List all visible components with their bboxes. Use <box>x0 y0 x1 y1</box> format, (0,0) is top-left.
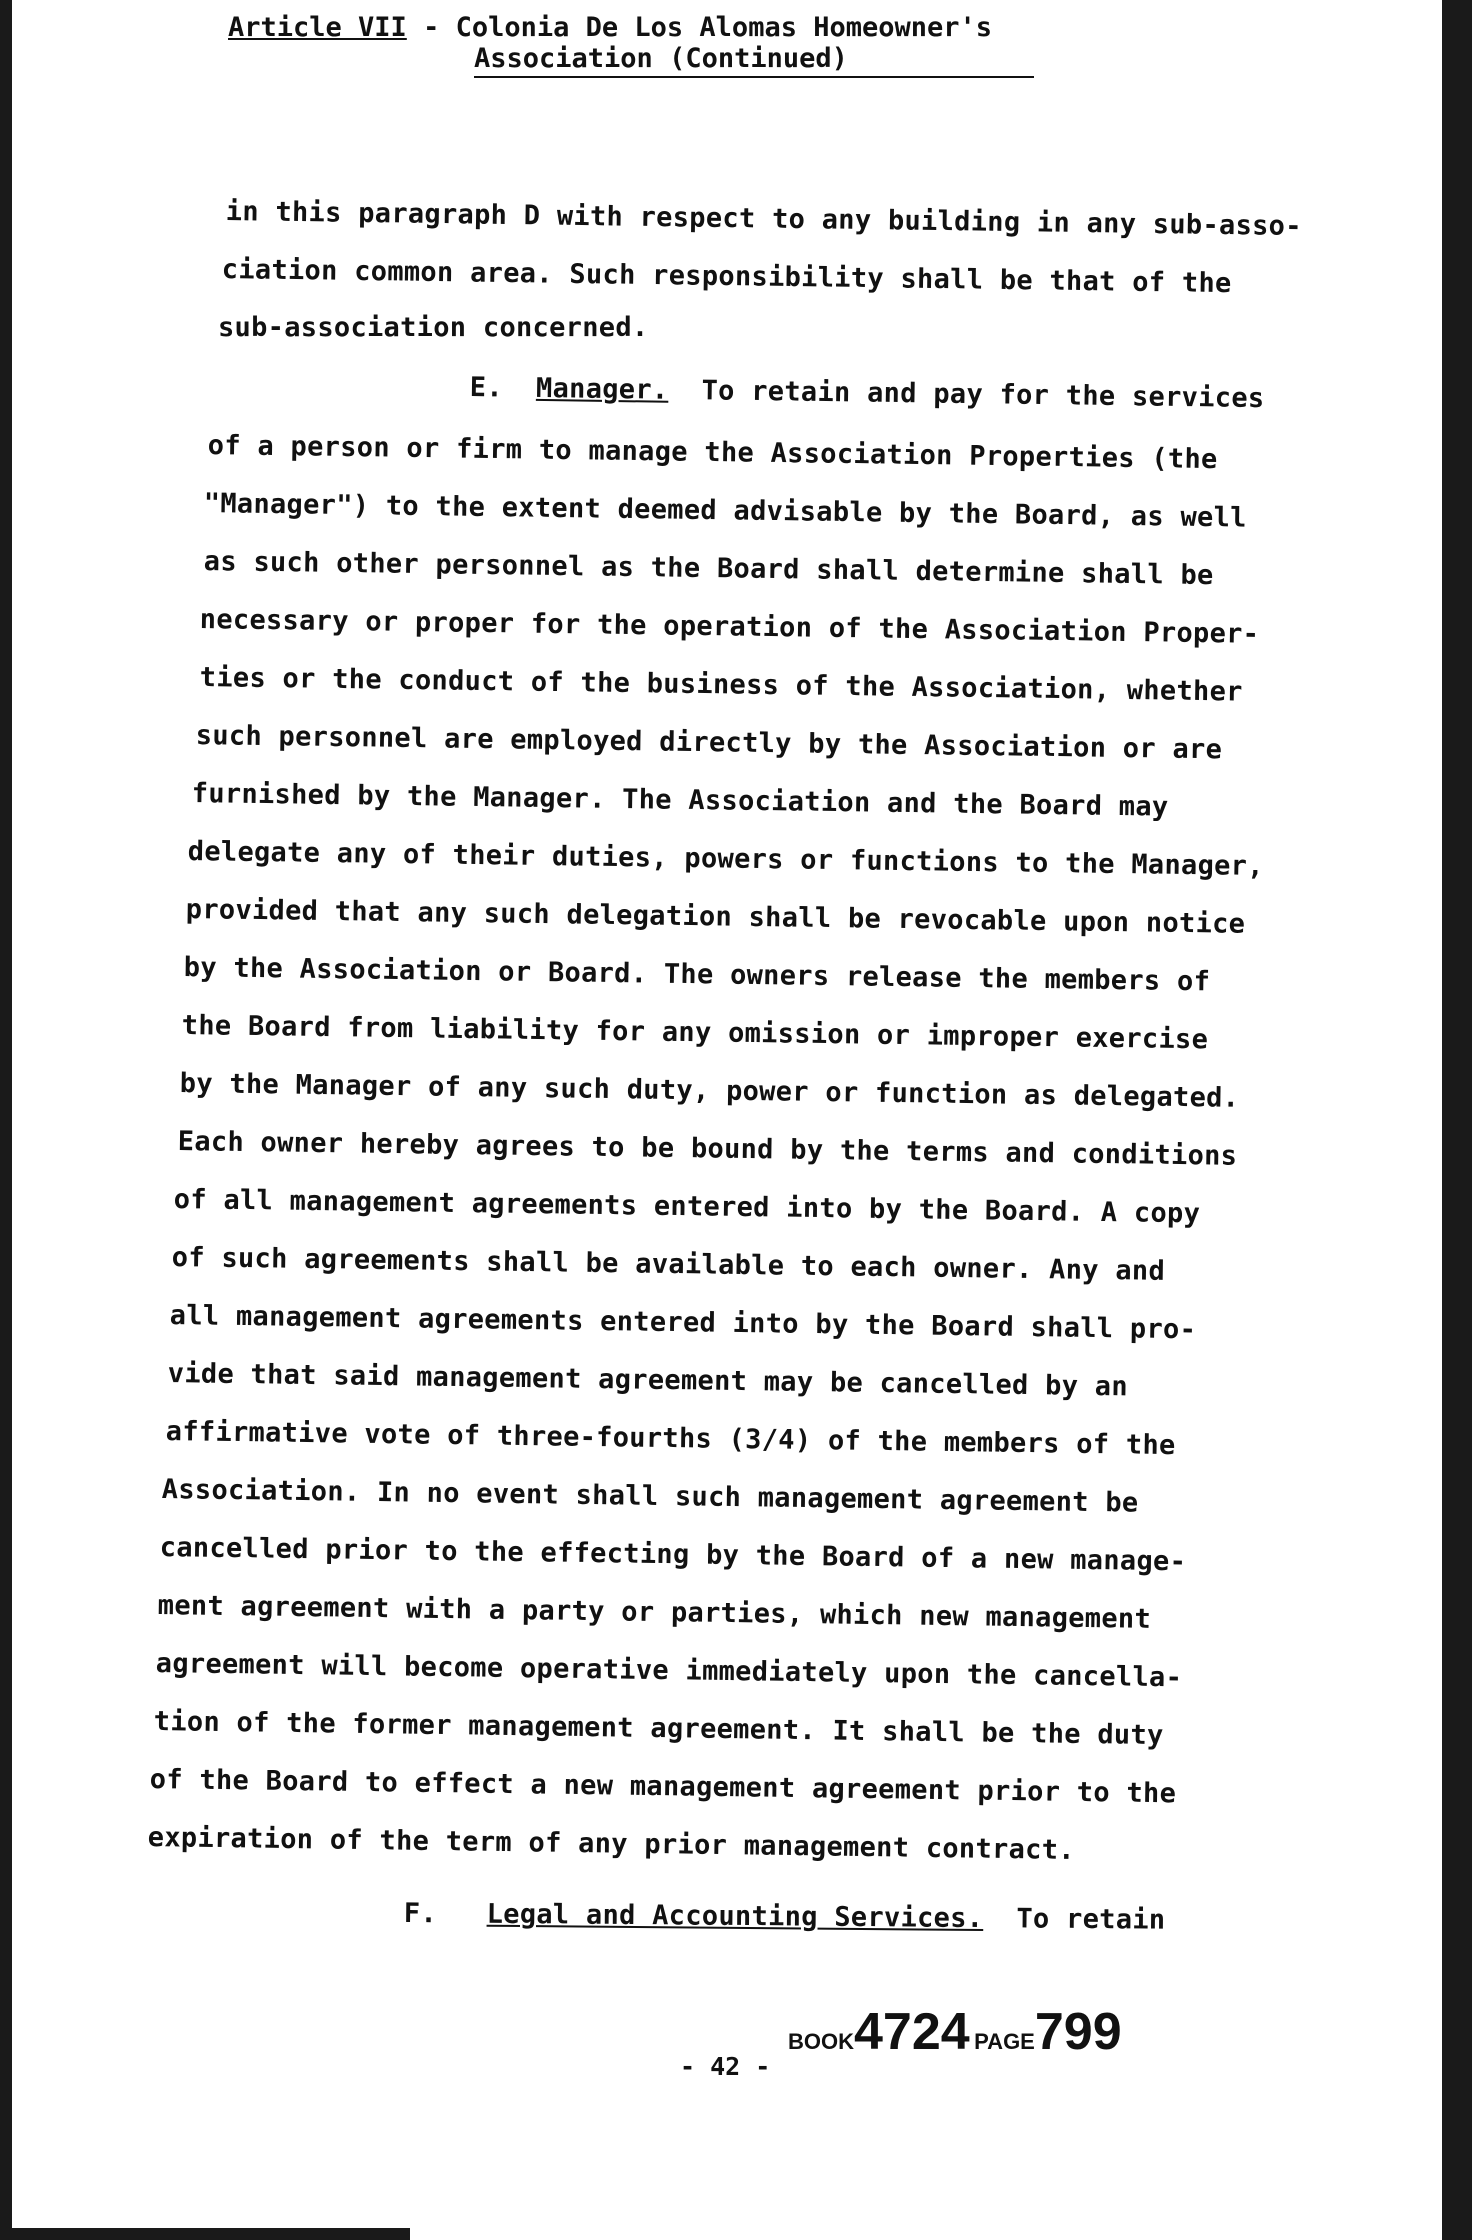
header-title-line1: Colonia De Los Alomas Homeowner's <box>455 12 993 43</box>
scan-edge-left <box>0 0 12 2240</box>
body-line: by the Manager of any such duty, power or function as delegated. <box>179 1068 1240 1114</box>
header-title-line2: Association (Continued) <box>474 43 1034 78</box>
body-line: agreement will become operative immediately upon the cancella- <box>155 1648 1183 1694</box>
body-line: in this paragraph D with respect to any building in any sub-asso- <box>225 196 1303 243</box>
body-line: ciation common area. Such responsibility shall be that of the <box>221 254 1232 300</box>
section-f-heading: Legal and Accounting Services. <box>486 1898 984 1935</box>
body-line: Each owner hereby agrees to be bound by the terms and conditions <box>177 1126 1238 1172</box>
body-line: affirmative vote of three-fourths (3/4) of the members of the <box>165 1416 1176 1462</box>
section-e-heading: Manager. <box>535 372 669 406</box>
section-e-letter: E. <box>469 372 504 404</box>
body-line: all management agreements entered into by the Board shall pro- <box>169 1300 1197 1346</box>
body-line: by the Association or Board. The owners release the members of <box>183 952 1211 998</box>
section-f-text: To retain <box>1016 1903 1166 1936</box>
body-line: expiration of the term of any prior management contract. <box>147 1822 1076 1866</box>
body-line: sub-association concerned. <box>218 312 649 343</box>
page-label: PAGE <box>974 2029 1035 2054</box>
body-line: of all management agreements entered into by the Board. A copy <box>173 1184 1201 1230</box>
body-line: of such agreements shall be available to each owner. Any and <box>171 1242 1166 1287</box>
body-line: the Board from liability for any omission or improper exercise <box>181 1010 1209 1056</box>
body-line: delegate any of their duties, powers or functions to the Manager, <box>187 836 1265 883</box>
body-line: as such other personnel as the Board shall determine shall be <box>203 546 1214 592</box>
body-line: cancelled prior to the effecting by the Board of a new manage- <box>159 1532 1187 1578</box>
article-label: Article VII <box>228 12 407 43</box>
section-f-letter: F. <box>403 1898 438 1930</box>
page-number: - 42 - <box>680 2052 771 2081</box>
book-page-stamp <box>788 2002 1122 2062</box>
body-line: ment agreement with a party or parties, which new management <box>157 1590 1152 1635</box>
body-line: vide that said management agreement may be cancelled by an <box>167 1358 1129 1403</box>
body-line: of the Board to effect a new management agreement prior to the <box>149 1764 1177 1810</box>
page-header <box>228 12 1128 78</box>
book-number: 4724 <box>854 2003 970 2061</box>
body-line: tion of the former management agreement. It shall be the duty <box>153 1706 1164 1752</box>
scan-edge-right <box>1442 0 1472 2240</box>
header-dash: - <box>406 12 456 43</box>
book-label: BOOK <box>788 2029 854 2054</box>
body-line: necessary or proper for the operation of the Association Proper- <box>199 604 1260 650</box>
body-line: of a person or firm to manage the Association Properties (the <box>207 430 1218 476</box>
section-e-text: To retain and pay for the services <box>701 375 1265 415</box>
section-f-line <box>404 1898 1166 1936</box>
page-ref: 799 <box>1034 2003 1122 2061</box>
body-line: ties or the conduct of the business of the Association, whether <box>199 662 1243 708</box>
section-e-line <box>470 372 1265 414</box>
body-line: such personnel are employed directly by the Association or are <box>195 720 1223 766</box>
body-line: "Manager") to the extent deemed advisable by the Board, as well <box>203 488 1247 534</box>
body-line: provided that any such delegation shall be revocable upon notice <box>185 894 1246 940</box>
body-line: furnished by the Manager. The Association and the Board may <box>191 778 1169 823</box>
scan-edge-bottom <box>0 2228 410 2240</box>
body-line: Association. In no event shall such management agreement be <box>161 1474 1139 1519</box>
